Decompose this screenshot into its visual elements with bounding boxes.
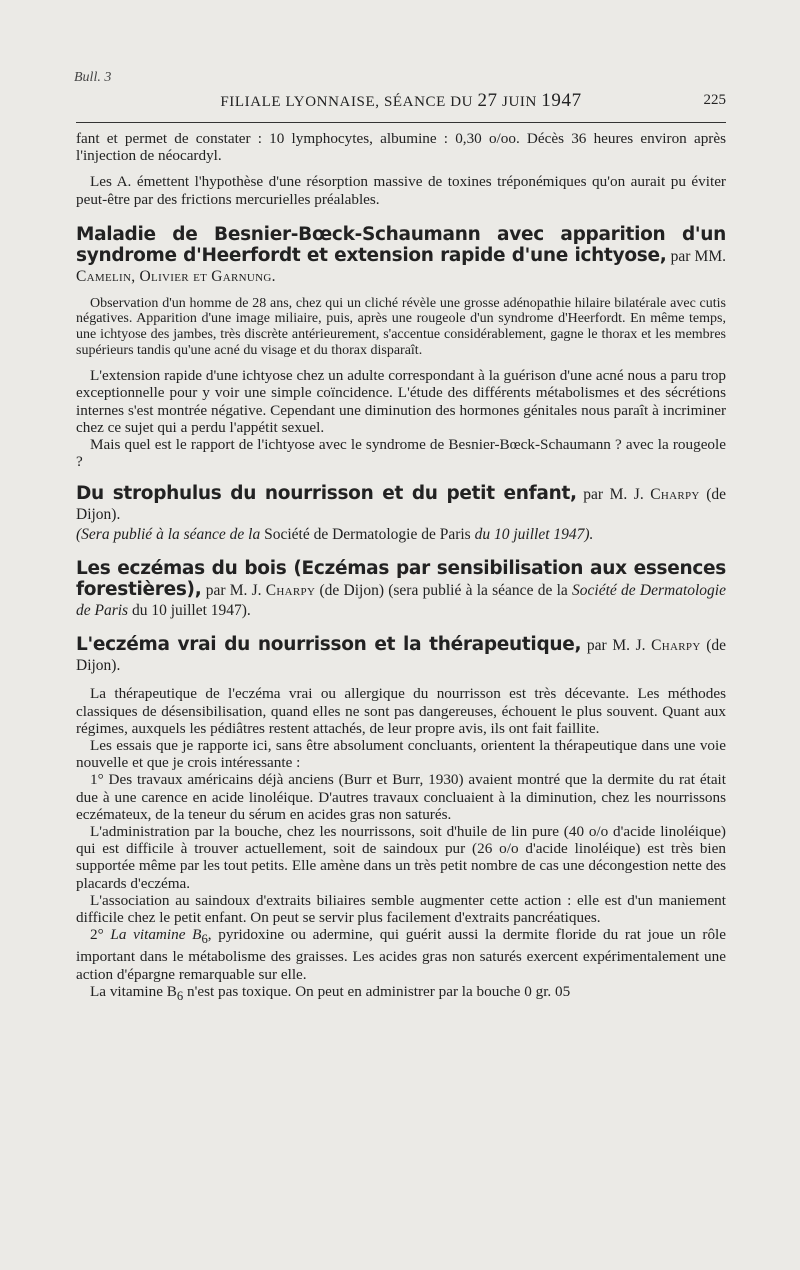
article-2-note-a: (Sera publié à la séance de la (76, 526, 265, 544)
article-1-heading (76, 225, 726, 287)
running-head-text: FILIALE LYONNAISE, SÉANCE DU (220, 94, 478, 110)
article-1-paragraph-1: L'extension rapide d'une ichtyose chez un adulte correspondant à la guérison d'une acné nous a paru trop exceptionnelle pour y voir une simple coïncidence. L'étude des différents métabolismes et des sécrétions internes s'est montrée négative. Cependant une diminution des hormones génitales nous paraît à incriminer chez ce sujet qui a perdu l'appétit sexuel. (76, 367, 726, 436)
article-2-note-b: Société de Dermatologie de Paris (264, 526, 471, 544)
page-body (76, 130, 726, 1005)
article-4-p6-a: 2° (90, 926, 111, 944)
article-2-affiliation: (de Dijon). (76, 486, 727, 524)
header-rule (76, 122, 726, 123)
article-4-p6-sub: 6 (201, 932, 208, 947)
article-4-affiliation: (de Dijon). (76, 637, 726, 675)
article-4-paragraph-5: L'association au saindoux d'extraits biliaires semble augmenter cette action : elle est d'un maniement difficile chez le petit enfant. On peut se servir plus facilement d'extraits pancréatiques. (76, 891, 726, 927)
article-4-p6-c: , pyridoxine ou adermine, qui guérit aussi la dermite floride du rat joue un rôle important dans le métabolisme des graisses. Les acides gras non saturés exercent expérimentalement une action d'épargne remarquable sur elle. (76, 926, 726, 983)
article-4-par: par M. J. (581, 637, 652, 655)
article-4-heading (76, 635, 726, 676)
article-2-par: par M. J. (576, 486, 651, 504)
article-4-paragraph-7 (76, 983, 726, 1005)
article-4-paragraph-3: 1° Des travaux américains déjà anciens (Burr et Burr, 1930) avaient montré que la dermite du rat était due à une carence en acide linoléique. D'autres travaux concluaient à la diminution, chez les nourrissons eczémateux, de la teneur du sérum en acides gras non saturés. (76, 771, 726, 823)
running-head-month: JUIN (497, 94, 542, 110)
article-3-par: par M. J. (201, 582, 266, 600)
article-3-note-c: du 10 juillet 1947). (128, 602, 251, 620)
article-2-heading (76, 484, 726, 525)
article-4-title: L'eczéma vrai du nourrisson et la thérapeutique, (76, 634, 582, 656)
article-4-p7-sub: 6 (176, 988, 184, 1003)
article-2-note-c: du 10 juillet 1947). (470, 526, 594, 544)
article-1-title: Maladie de Besnier-Bœck-Schaumann avec apparition d'un syndrome d'Heerfordt et extension rapide d'une ichtyose, (76, 223, 726, 266)
article-4-p7-b: n'est pas toxique. On peut en administrer par la bouche 0 gr. 05 (183, 982, 571, 1000)
article-4-paragraph-2: Les essais que je rapporte ici, sans être absolument concluants, orientent la thérapeutique dans une voie nouvelle et que je crois intéressante : (76, 737, 726, 772)
article-4-paragraph-4: L'administration par la bouche, chez les nourrissons, soit d'huile de lin pure (40 o/o d'acide linoléique) qui est difficile à trouver actuellement, soit de saindoux pur (26 o/o d'acide linoléique) est très bien supportée même par les tout petits. Elle amène dans un très petit nombre de cas une décongestion nette des placards d'eczéma. (76, 823, 726, 892)
article-3-note-b: Société de Dermatologie de Paris (76, 582, 726, 620)
article-4-author: Charpy (651, 637, 701, 655)
article-3-note-a: (de Dijon) (sera publié à la séance de la (315, 582, 573, 600)
article-1-par: par MM. (666, 247, 726, 265)
intro-paragraph-1: fant et permet de constater : 10 lymphocytes, albumine : 0,30 o/oo. Décès 36 heures environ après l'injection de néocardyl. (76, 130, 726, 165)
running-head-day: 27 (477, 90, 498, 111)
page-number: 225 (703, 92, 726, 108)
article-3-author: Charpy (265, 582, 316, 600)
running-head-year: 1947 (541, 90, 582, 111)
article-3-title: Les eczémas du bois (Eczémas par sensibilisation aux essences forestières), (76, 558, 726, 601)
article-1-summary: Observation d'un homme de 28 ans, chez qui un cliché révèle une grosse adénopathie hilaire bilatérale avec cutis négatives. Apparition d'une image miliaire, puis, après une rougeole d'un syndrome d'Heerfordt. En même temps, une ichtyose des jambes, très discrète antérieurement, s'accentue considérablement, gagne le thorax et les membres supérieurs tandis qu'une acné du visage et du thorax disparaît. (76, 295, 726, 358)
article-2-author: Charpy (650, 486, 700, 504)
article-1-paragraph-2: Mais quel est le rapport de l'ichtyose avec le syndrome de Besnier-Bœck-Schaumann ? avec la rougeole ? (76, 436, 726, 471)
article-1-authors: Camelin, Olivier et Garnung. (76, 267, 276, 285)
article-2-note (76, 525, 726, 545)
article-4-p7-a: La vitamine B (90, 982, 177, 1000)
article-2-title: Du strophulus du nourrisson et du petit enfant, (76, 483, 577, 505)
article-4-paragraph-1: La thérapeutique de l'eczéma vrai ou allergique du nourrisson est très décevante. Les méthodes classiques de désensibilisation, quand elles ne sont pas dangereuses, échouent le plus souvent. Quant aux régimes, auxquels les pédiâtres restent attachés, de leur propre avis, ils ont fait faillite. (76, 685, 726, 737)
article-4-p6-b: La vitamine B (110, 926, 202, 944)
article-3-heading (76, 559, 726, 621)
article-4-paragraph-6 (76, 926, 726, 983)
running-head (76, 86, 726, 114)
running-head-title (76, 90, 726, 112)
intro-paragraph-2: Les A. émettent l'hypothèse d'une résorption massive de toxines tréponémiques qu'on aurait pu éviter peut-être par des frictions mercurielles préalables. (76, 173, 726, 208)
bulletin-mark: Bull. 3 (74, 70, 112, 85)
